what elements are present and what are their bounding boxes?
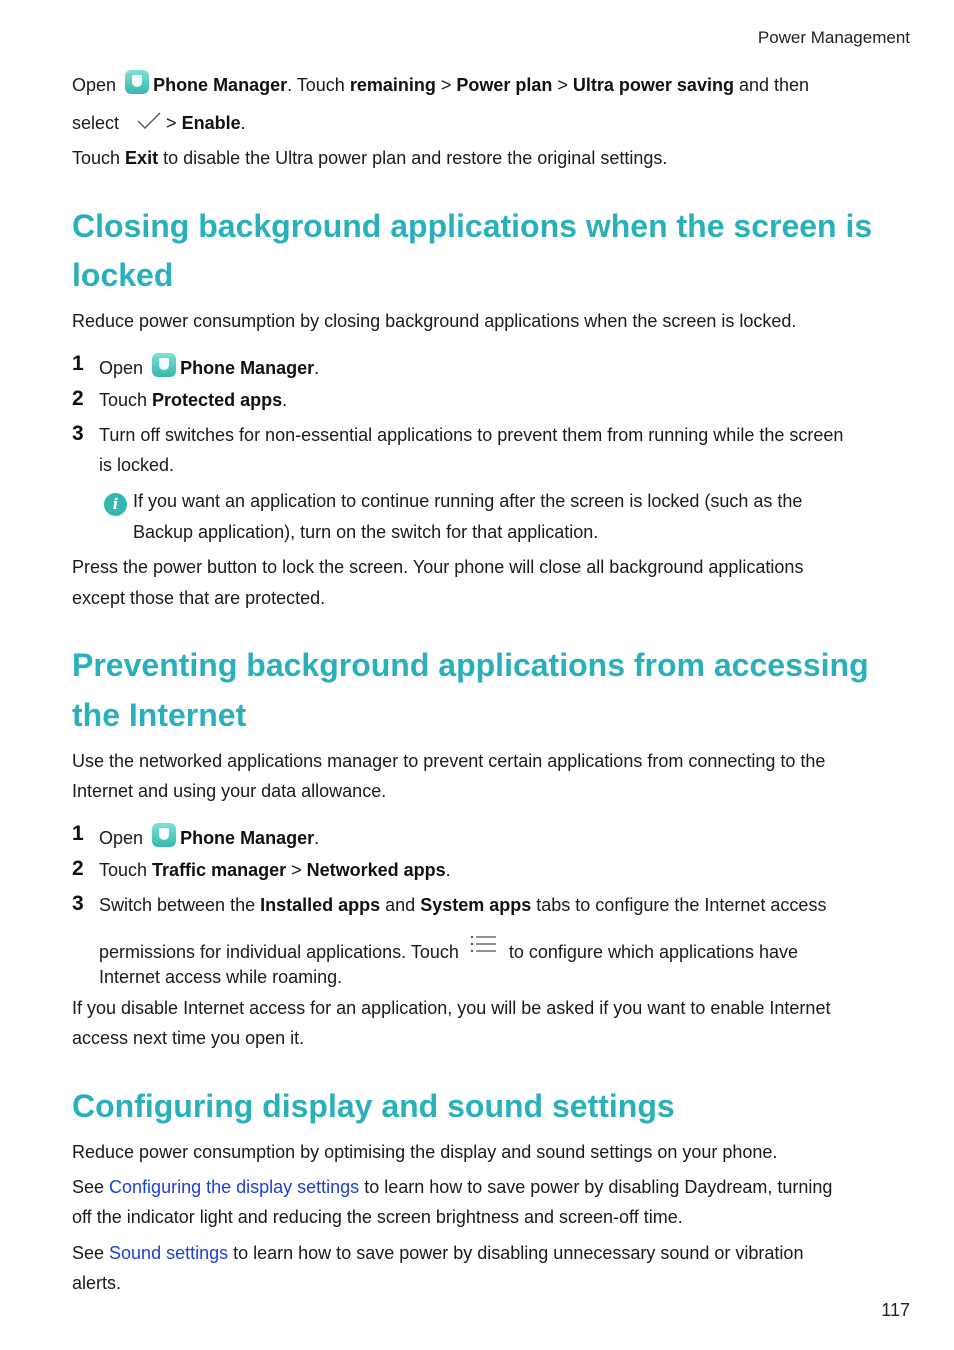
phone-manager-icon	[152, 823, 176, 847]
installed-apps-label: Installed apps	[260, 895, 381, 915]
info-icon: i	[104, 493, 127, 516]
section1-step1: Open Phone Manager.	[99, 353, 319, 380]
ultra-power-saving-label: Ultra power saving	[572, 75, 734, 95]
intro-line-1: Open Phone Manager. Touch remaining > Power plan > Ultra power saving and then	[72, 70, 809, 97]
phone-manager-label: Phone Manager	[153, 75, 288, 95]
step-number: 3	[72, 422, 84, 445]
phone-manager-icon	[125, 70, 149, 94]
section2-step3-l2: permissions for individual applications. Touch to configure which applications have	[99, 934, 798, 964]
section2-step1: Open Phone Manager.	[99, 823, 319, 850]
checkmark-icon	[136, 111, 166, 137]
page-number: 117	[881, 1300, 910, 1320]
enable-label: Enable	[181, 113, 241, 133]
sound-settings-link[interactable]: Sound settings	[109, 1243, 229, 1263]
system-apps-label: System apps	[420, 895, 532, 915]
section1-desc: Reduce power consumption by closing background applications when the screen is locked.	[72, 311, 797, 331]
section-heading-closing: Closing background applications when the screen is	[72, 208, 873, 244]
display-settings-link[interactable]: Configuring the display settings	[109, 1177, 360, 1197]
phone-manager-icon	[152, 353, 176, 377]
section3-p1-l1: See Configuring the display settings to learn how to save power by disabling Daydream, turning	[72, 1177, 833, 1197]
section1-step2: Touch Protected apps.	[99, 390, 288, 410]
step-number: 2	[72, 387, 84, 410]
section2-step3-l3: Internet access while roaming.	[99, 967, 343, 987]
section-heading-preventing-cont: the Internet	[72, 697, 247, 733]
intro-line-2: select > Enable.	[72, 111, 246, 137]
remaining-label: remaining	[349, 75, 436, 95]
step-number: 2	[72, 857, 84, 880]
exit-label: Exit	[125, 148, 159, 168]
text-open: Open	[72, 75, 117, 95]
section1-after-l1: Press the power button to lock the screen. Your phone will close all background applications	[72, 557, 804, 577]
section-heading-preventing: Preventing background applications from accessing	[72, 647, 869, 683]
section3-p2-l2: alerts.	[72, 1273, 122, 1293]
section-heading-closing-cont: locked	[72, 257, 174, 293]
power-plan-label: Power plan	[456, 75, 553, 95]
menu-icon	[470, 934, 498, 954]
section1-step3-l1: Turn off switches for non-essential applications to prevent them from running while the screen	[99, 425, 844, 445]
section3-desc: Reduce power consumption by optimising the display and sound settings on your phone.	[72, 1142, 778, 1162]
networked-apps-label: Networked apps	[306, 860, 446, 880]
section3-p1-l2: off the indicator light and reducing the screen brightness and screen-off time.	[72, 1207, 683, 1227]
step-number: 1	[72, 352, 84, 375]
section2-desc-l1: Use the networked applications manager to prevent certain applications from connecting to the	[72, 751, 826, 771]
intro-line-3: Touch Exit to disable the Ultra power plan and restore the original settings.	[72, 148, 668, 168]
note-line-1: If you want an application to continue running after the screen is locked (such as the	[133, 491, 803, 511]
step-number: 1	[72, 822, 84, 845]
section2-after-l2: access next time you open it.	[72, 1028, 305, 1048]
traffic-manager-label: Traffic manager	[152, 860, 287, 880]
section2-step2: Touch Traffic manager > Networked apps.	[99, 860, 451, 880]
section1-after-l2: except those that are protected.	[72, 588, 326, 608]
section2-desc-l2: Internet and using your data allowance.	[72, 781, 387, 801]
section1-step3-l2: is locked.	[99, 455, 175, 475]
section2-step3-l1: Switch between the Installed apps and System apps tabs to configure the Internet access	[99, 895, 827, 915]
note-line-2: Backup application), turn on the switch for that application.	[133, 522, 599, 542]
protected-apps-label: Protected apps	[152, 390, 283, 410]
section-heading-configuring: Configuring display and sound settings	[72, 1088, 675, 1124]
step-number: 3	[72, 892, 84, 915]
section2-after-l1: If you disable Internet access for an application, you will be asked if you want to enable Internet	[72, 998, 831, 1018]
section3-p2-l1: See Sound settings to learn how to save power by disabling unnecessary sound or vibration	[72, 1243, 804, 1263]
running-header: Power Management	[757, 28, 910, 47]
